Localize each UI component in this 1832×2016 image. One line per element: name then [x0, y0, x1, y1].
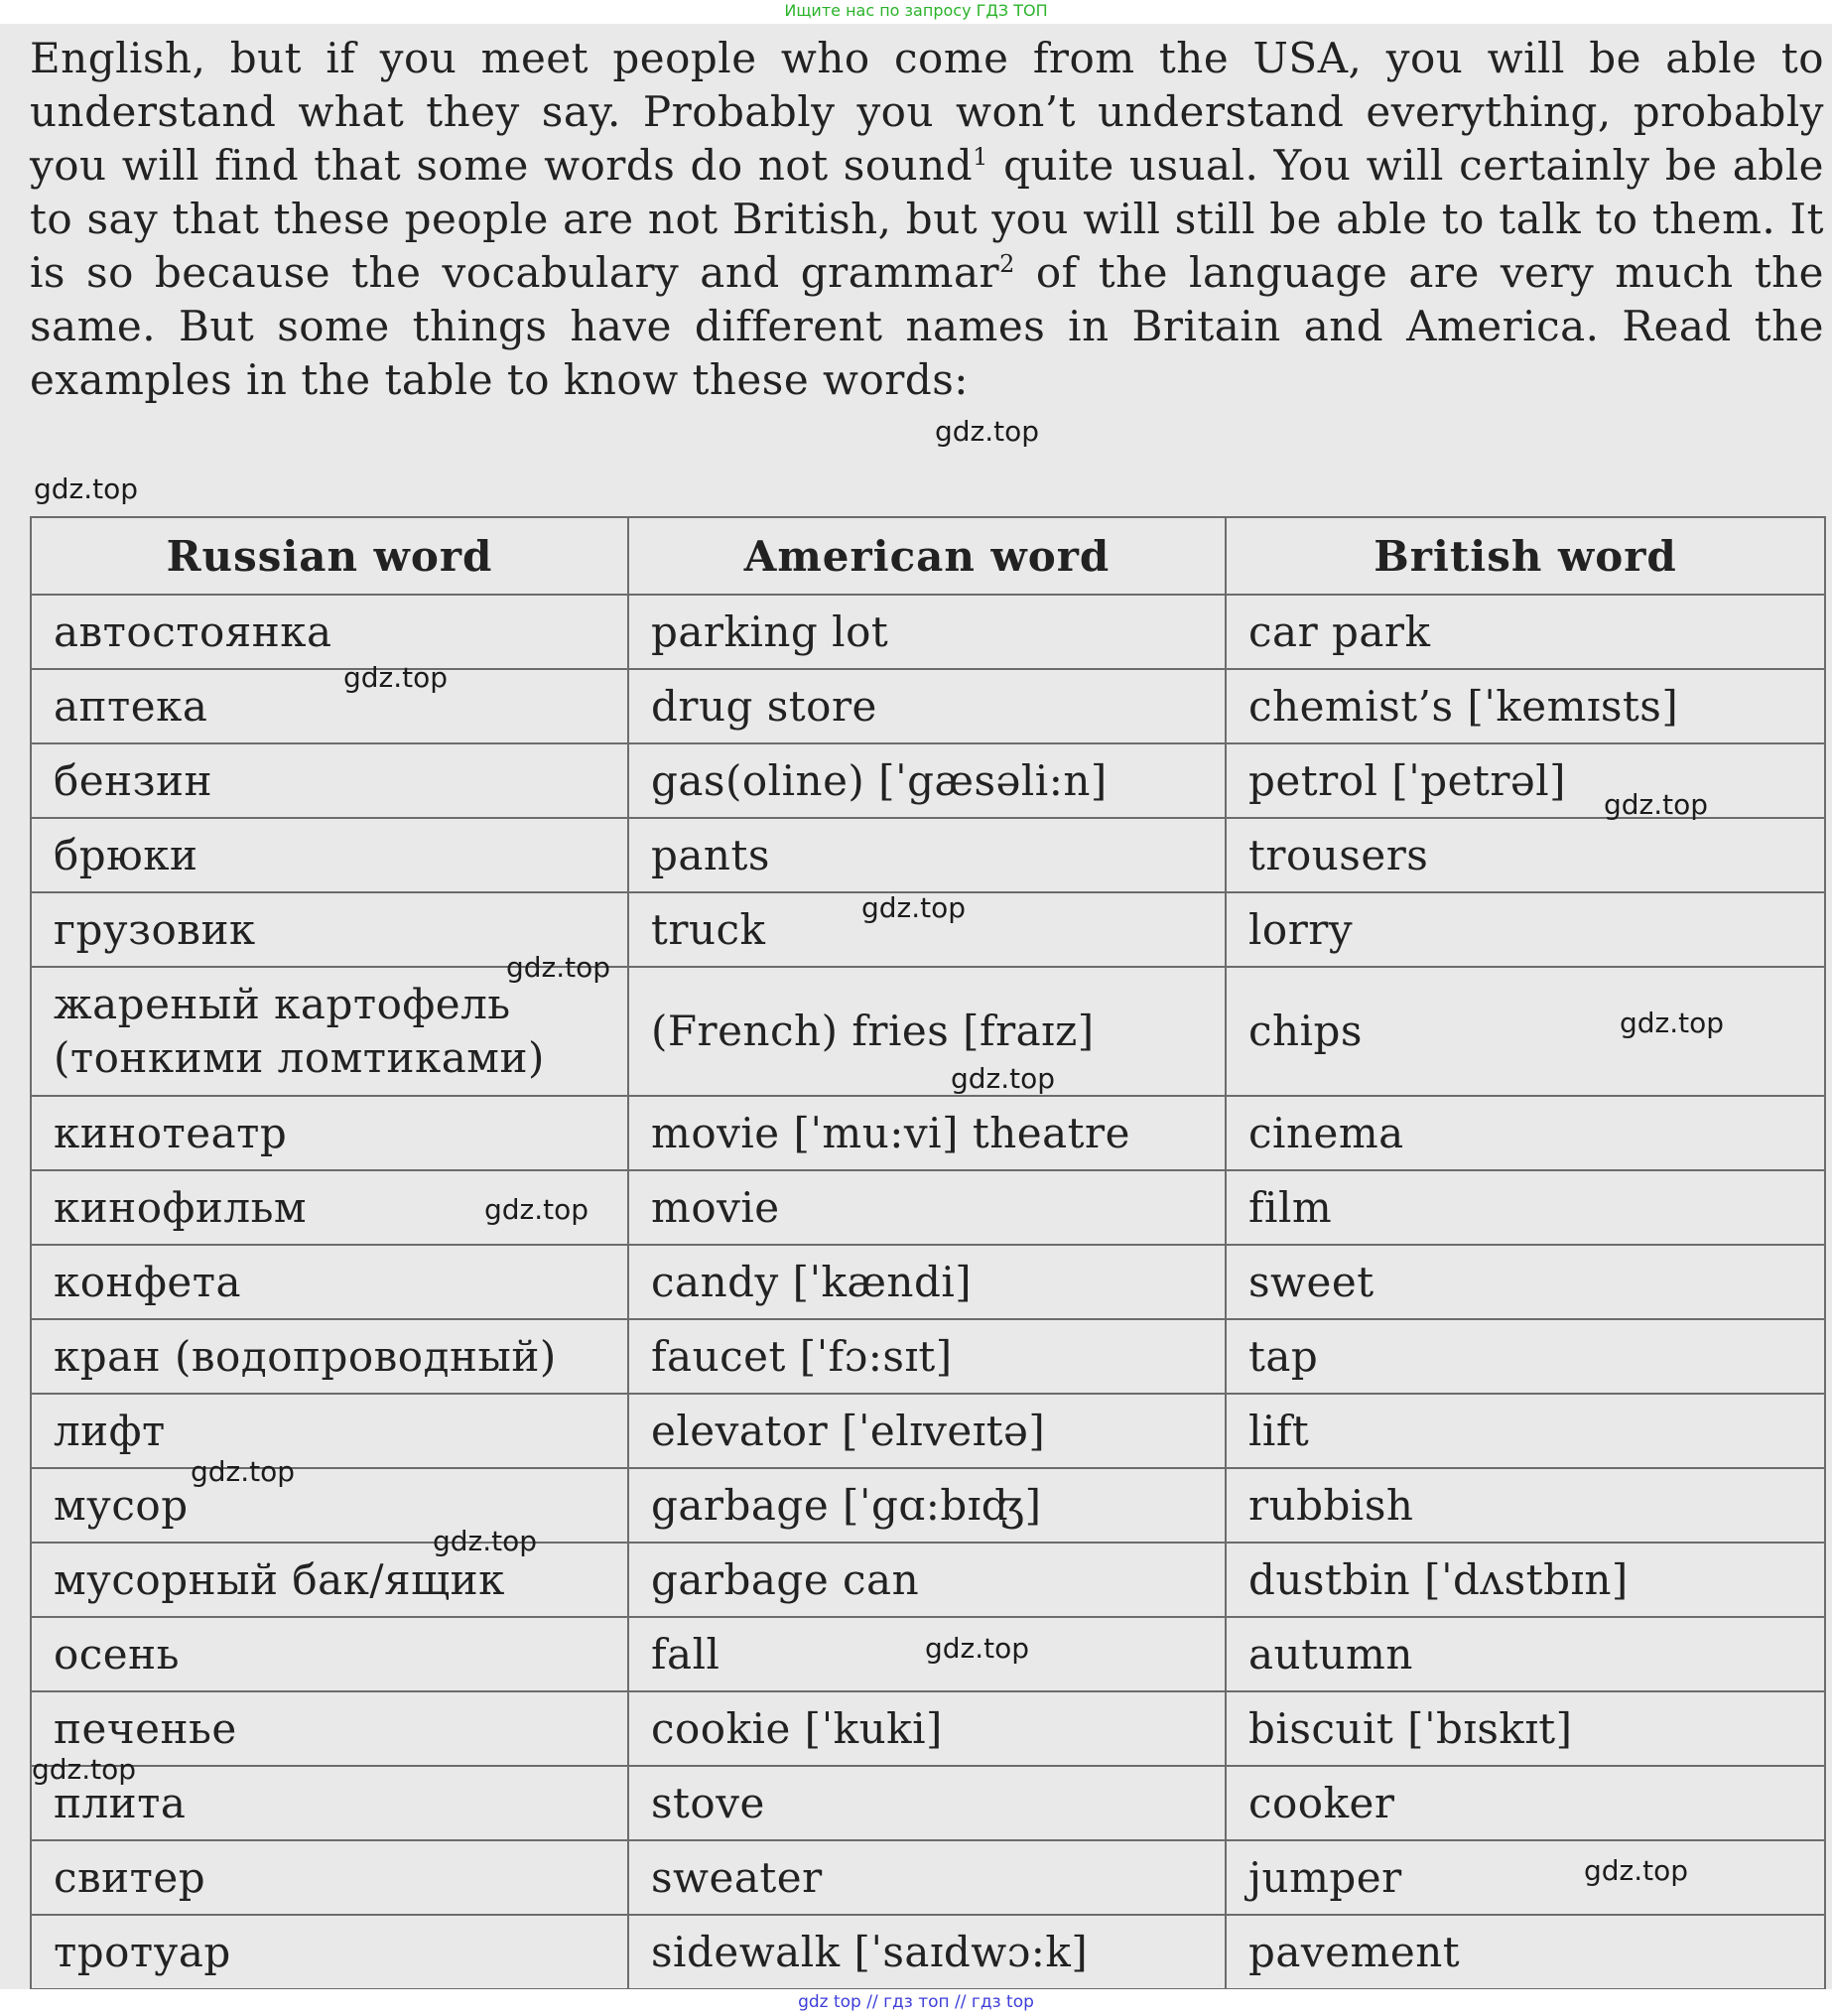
- watermark: gdz.top: [1604, 788, 1709, 821]
- russian-cell: плита: [31, 1766, 628, 1840]
- russian-cell: кинотеатр: [31, 1096, 628, 1170]
- russian-cell: конфета: [31, 1245, 628, 1319]
- british-cell: sweet: [1226, 1245, 1825, 1319]
- british-cell: autumn: [1226, 1617, 1825, 1691]
- russian-cell: жареный картофель (тонкими ломтиками): [31, 967, 628, 1096]
- american-cell: faucet [ˈfɔ:sɪt]: [628, 1319, 1226, 1394]
- american-cell: parking lot: [628, 595, 1226, 669]
- british-cell: cinema: [1226, 1096, 1825, 1170]
- header-american: American word: [628, 517, 1226, 595]
- russian-cell: лифт: [31, 1394, 628, 1468]
- british-cell: chemist’s [ˈkemɪsts]: [1226, 669, 1825, 743]
- british-cell: biscuit [ˈbɪskɪt]: [1226, 1691, 1825, 1766]
- table-header-row: [31, 517, 1825, 595]
- american-cell: gas(oline) [ˈgæsəli:n]: [628, 743, 1226, 818]
- russian-cell: осень: [31, 1617, 628, 1691]
- american-cell: sidewalk [ˈsaɪdwɔ:k]: [628, 1915, 1226, 1989]
- table-row: [31, 1915, 1825, 1989]
- footnote-1: 1: [973, 143, 988, 171]
- watermark: gdz.top: [191, 1455, 296, 1488]
- american-cell: elevator [ˈelɪveɪtə]: [628, 1394, 1226, 1468]
- paragraph-text-1: English, but if you meet people who come from the USA, you will be able to understand what they say. Probably you won’t understand everything, probably you will find that some words do not sound: [30, 34, 1824, 190]
- watermark: gdz.top: [32, 1753, 137, 1786]
- american-cell: cookie [ˈkuki]: [628, 1691, 1226, 1766]
- watermark: gdz.top: [935, 415, 1040, 448]
- british-cell: rubbish: [1226, 1468, 1825, 1543]
- american-cell: (French) fries [fraɪz]: [628, 967, 1226, 1096]
- british-cell: cooker: [1226, 1766, 1825, 1840]
- russian-cell: автостоянка: [31, 595, 628, 669]
- table-row: [31, 967, 1825, 1096]
- intro-paragraph: [30, 32, 1824, 407]
- table-row: [31, 1170, 1825, 1245]
- watermark: gdz.top: [34, 472, 139, 505]
- table-row: [31, 669, 1825, 743]
- british-cell: car park: [1226, 595, 1825, 669]
- russian-cell: тротуар: [31, 1915, 628, 1989]
- british-cell: jumper: [1226, 1840, 1825, 1915]
- header-russian: Russian word: [31, 517, 628, 595]
- watermark: gdz.top: [484, 1193, 589, 1226]
- table-row: [31, 1394, 1825, 1468]
- table-row: [31, 1840, 1825, 1915]
- table-row: [31, 1543, 1825, 1617]
- paragraph-text-2: quite usual. You will certainly be able to say that these people are not British, but you will still be able to talk to them. It is so because the vocabulary and grammar: [30, 141, 1824, 297]
- table-row: [31, 595, 1825, 669]
- american-cell: fall: [628, 1617, 1226, 1691]
- table-row: [31, 1468, 1825, 1543]
- top-banner[interactable]: Ищите нас по запросу ГДЗ ТОП: [784, 1, 1048, 20]
- russian-cell: грузовик: [31, 892, 628, 967]
- british-cell: chips: [1226, 967, 1825, 1096]
- american-cell: movie: [628, 1170, 1226, 1245]
- american-cell: movie [ˈmu:vi] theatre: [628, 1096, 1226, 1170]
- american-cell: candy [ˈkændi]: [628, 1245, 1226, 1319]
- watermark: gdz.top: [925, 1632, 1030, 1665]
- watermark: gdz.top: [1620, 1007, 1725, 1039]
- american-cell: pants: [628, 818, 1226, 892]
- watermark: gdz.top: [343, 661, 449, 694]
- russian-cell: мусор: [31, 1468, 628, 1543]
- table-row: [31, 818, 1825, 892]
- vocabulary-table: [30, 516, 1826, 1990]
- russian-cell: брюки: [31, 818, 628, 892]
- russian-cell: мусорный бак/ящик: [31, 1543, 628, 1617]
- table-row: [31, 1319, 1825, 1394]
- table-row: [31, 1096, 1825, 1170]
- russian-cell: аптека: [31, 669, 628, 743]
- american-cell: sweater: [628, 1840, 1226, 1915]
- british-cell: trousers: [1226, 818, 1825, 892]
- american-cell: stove: [628, 1766, 1226, 1840]
- british-cell: lorry: [1226, 892, 1825, 967]
- british-cell: tap: [1226, 1319, 1825, 1394]
- watermark: gdz.top: [1584, 1854, 1689, 1887]
- american-cell: garbage can: [628, 1543, 1226, 1617]
- bottom-banner[interactable]: gdz top // гдз топ // гдз top: [0, 1989, 1832, 2016]
- header-british: British word: [1226, 517, 1825, 595]
- american-cell: garbage [ˈgɑ:bɪʤ]: [628, 1468, 1226, 1543]
- british-cell: film: [1226, 1170, 1825, 1245]
- watermark: gdz.top: [433, 1525, 538, 1557]
- russian-cell: свитер: [31, 1840, 628, 1915]
- table-row: [31, 1691, 1825, 1766]
- russian-cell: кинофильм: [31, 1170, 628, 1245]
- watermark: gdz.top: [861, 891, 967, 924]
- table-row: [31, 743, 1825, 818]
- russian-cell: печенье: [31, 1691, 628, 1766]
- british-cell: pavement: [1226, 1915, 1825, 1989]
- table-row: [31, 1245, 1825, 1319]
- russian-cell: бензин: [31, 743, 628, 818]
- american-cell: truck: [628, 892, 1226, 967]
- russian-cell: кран (водопроводный): [31, 1319, 628, 1394]
- british-cell: petrol [ˈpetrəl]: [1226, 743, 1825, 818]
- paragraph-text-3: of the language are very much the same. But some things have different names in Britain and America. Read the examples in the table to know these words:: [30, 248, 1824, 404]
- watermark: gdz.top: [506, 951, 611, 984]
- table-row: [31, 1766, 1825, 1840]
- british-cell: lift: [1226, 1394, 1825, 1468]
- footnote-2: 2: [999, 250, 1015, 278]
- watermark: gdz.top: [951, 1062, 1056, 1095]
- british-cell: dustbin [ˈdʌstbɪn]: [1226, 1543, 1825, 1617]
- american-cell: drug store: [628, 669, 1226, 743]
